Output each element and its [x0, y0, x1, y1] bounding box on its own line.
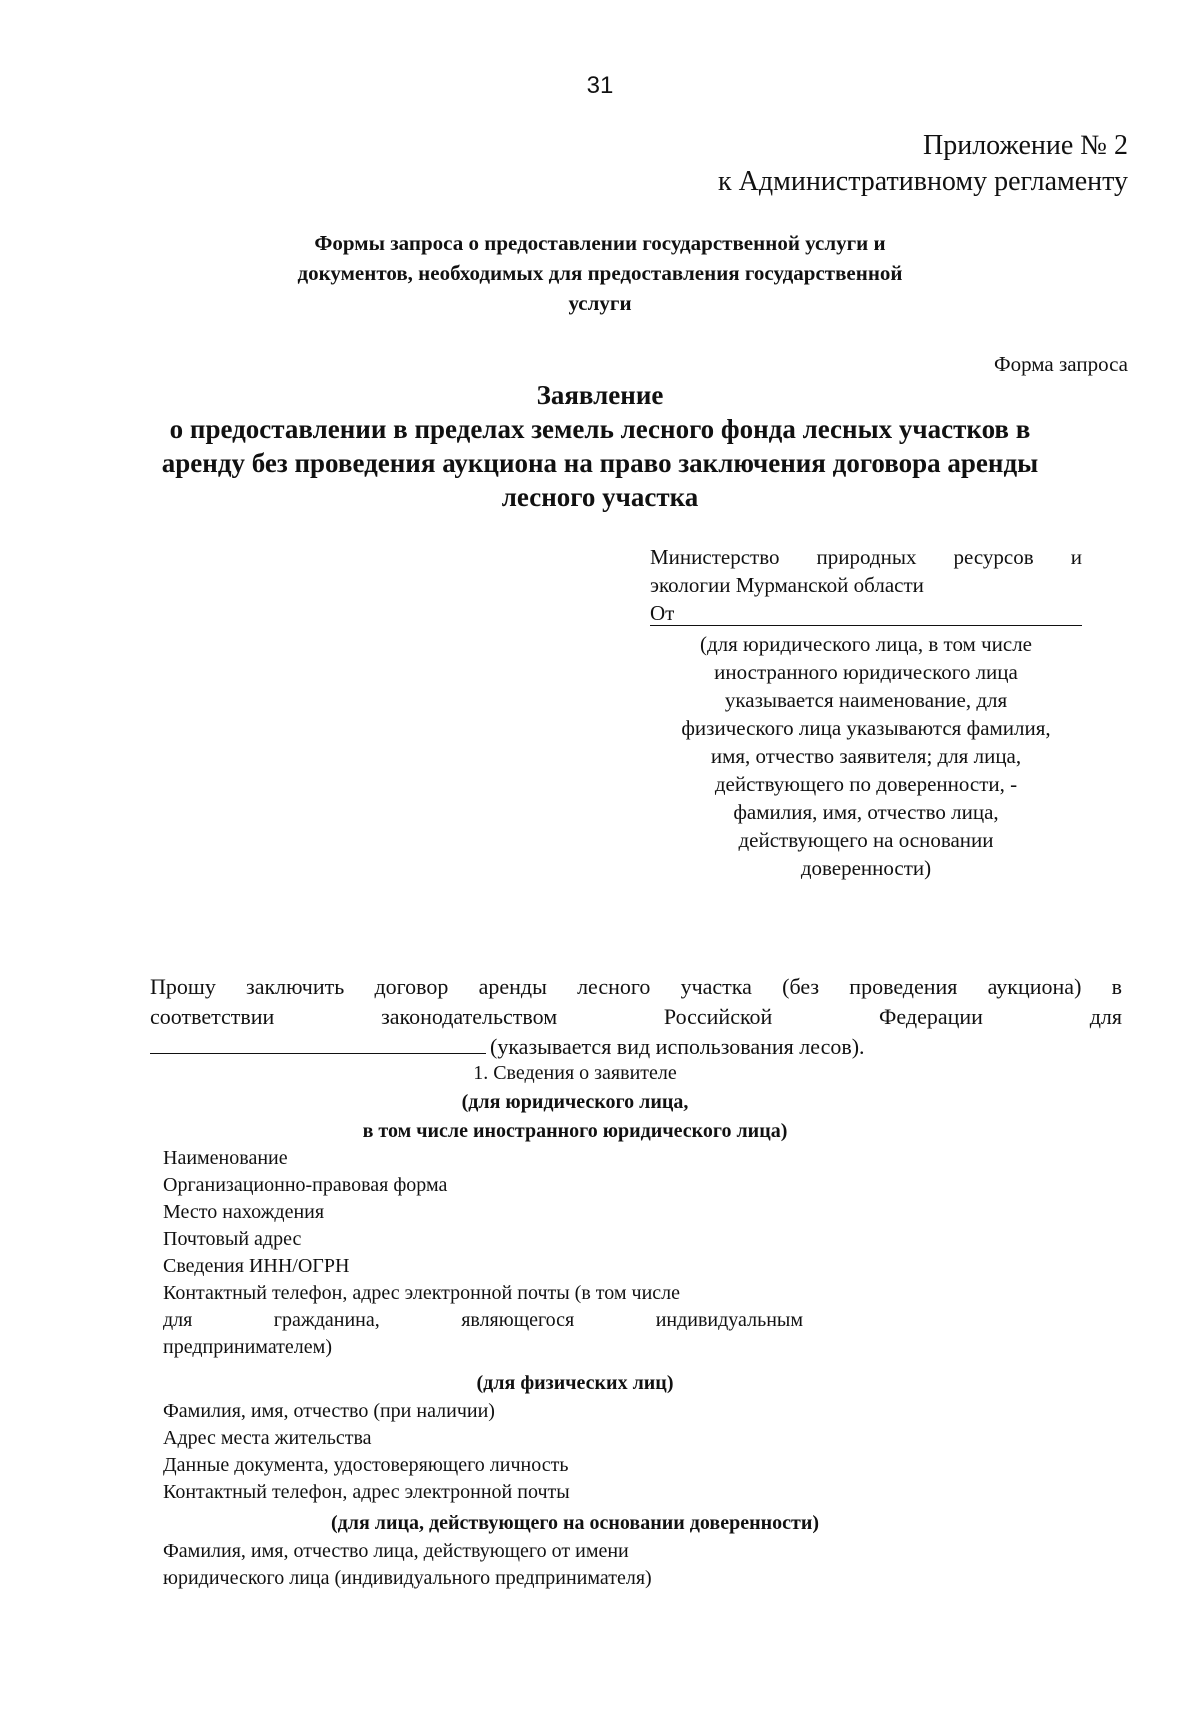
request-line: Прошу заключить договор аренды лесного участка (без проведения аукциона) в [150, 974, 1122, 999]
request-line-suffix: (указывается вид использования лесов). [490, 1034, 865, 1059]
note-line: (для юридического лица, в том числе [699, 632, 1033, 656]
form-label: Форма запроса [994, 352, 1128, 376]
forest-use-field[interactable] [150, 1033, 486, 1054]
field-label: Данные документа, удостоверяющего личность [163, 1454, 569, 1476]
field-label: Наименование [163, 1147, 288, 1169]
from-note [650, 630, 1082, 882]
from-label: От [650, 601, 675, 625]
statement-line: о предоставлении в пределах земель лесного фонда лесных участков в [169, 414, 1031, 444]
proxy-heading: (для лица, действующего на основании доверенности) [330, 1512, 820, 1534]
field-label: Контактный телефон, адрес электронной почты (в том числе [163, 1282, 681, 1304]
note-line: действующего на основании [738, 828, 994, 852]
field-label: Место нахождения [163, 1201, 325, 1223]
statement-heading: Заявление [536, 380, 664, 410]
field-label: Организационно-правовая форма [163, 1174, 448, 1196]
legal-fields [163, 1145, 803, 1361]
field-label: юридического лица (индивидуального предпринимателя) [163, 1567, 652, 1589]
individual-fields [163, 1398, 803, 1506]
proxy-fields [163, 1538, 803, 1592]
note-line: действующего по доверенности, - [714, 772, 1018, 796]
section-heading: 1. Сведения о заявителе [473, 1062, 677, 1084]
request-line [150, 1032, 1122, 1062]
statement-line: аренду без проведения аукциона на право заключения договора аренды [161, 448, 1039, 478]
statement-title [150, 378, 1050, 514]
field-label: Почтовый адрес [163, 1228, 302, 1250]
note-line: имя, отчество заявителя; для лица, [710, 744, 1022, 768]
recipient-ministry: Министерство природных ресурсов и [650, 545, 1082, 569]
recipient-ministry-cont: экологии Мурманской области [650, 573, 924, 597]
forms-title-line: Формы запроса о предоставлении государственной услуги и [314, 231, 886, 255]
page-number: 31 [586, 72, 614, 99]
field-label: Фамилия, имя, отчество (при наличии) [163, 1400, 495, 1422]
recipient-block [650, 543, 1082, 882]
request-line: соответствии законодательством Российской Федерации для [150, 1004, 1122, 1029]
forms-title-line: документов, необходимых для предоставления государственной [297, 261, 903, 285]
field-label: Сведения ИНН/ОГРН [163, 1255, 350, 1277]
note-line: иностранного юридического лица [714, 660, 1018, 684]
appendix-title: Приложение № 2 [923, 130, 1128, 161]
field-label: Контактный телефон, адрес электронной почты [163, 1481, 570, 1503]
field-label: Фамилия, имя, отчество лица, действующего от имени [163, 1540, 629, 1562]
from-field[interactable] [650, 601, 1082, 626]
legal-entity-heading-cont: в том числе иностранного юридического лица) [362, 1120, 788, 1142]
note-line: фамилия, имя, отчество лица, [733, 800, 999, 824]
note-line: указывается наименование, для [724, 688, 1008, 712]
individuals-heading: (для физических лиц) [476, 1372, 674, 1394]
field-label-cont: предпринимателем) [163, 1336, 332, 1358]
legal-entity-heading: (для юридического лица, [461, 1091, 689, 1113]
field-label-cont: для гражданина, являющегося индивидуальным [163, 1309, 803, 1331]
note-line: доверенности) [800, 856, 932, 880]
forms-title-line: услуги [568, 291, 632, 315]
field-label: Адрес места жительства [163, 1427, 372, 1449]
appendix-subtitle: к Административному регламенту [718, 166, 1128, 197]
note-line: физического лица указываются фамилия, [681, 716, 1051, 740]
statement-line: лесного участка [501, 482, 699, 512]
forms-title [200, 228, 1000, 318]
request-paragraph [150, 972, 1122, 1062]
